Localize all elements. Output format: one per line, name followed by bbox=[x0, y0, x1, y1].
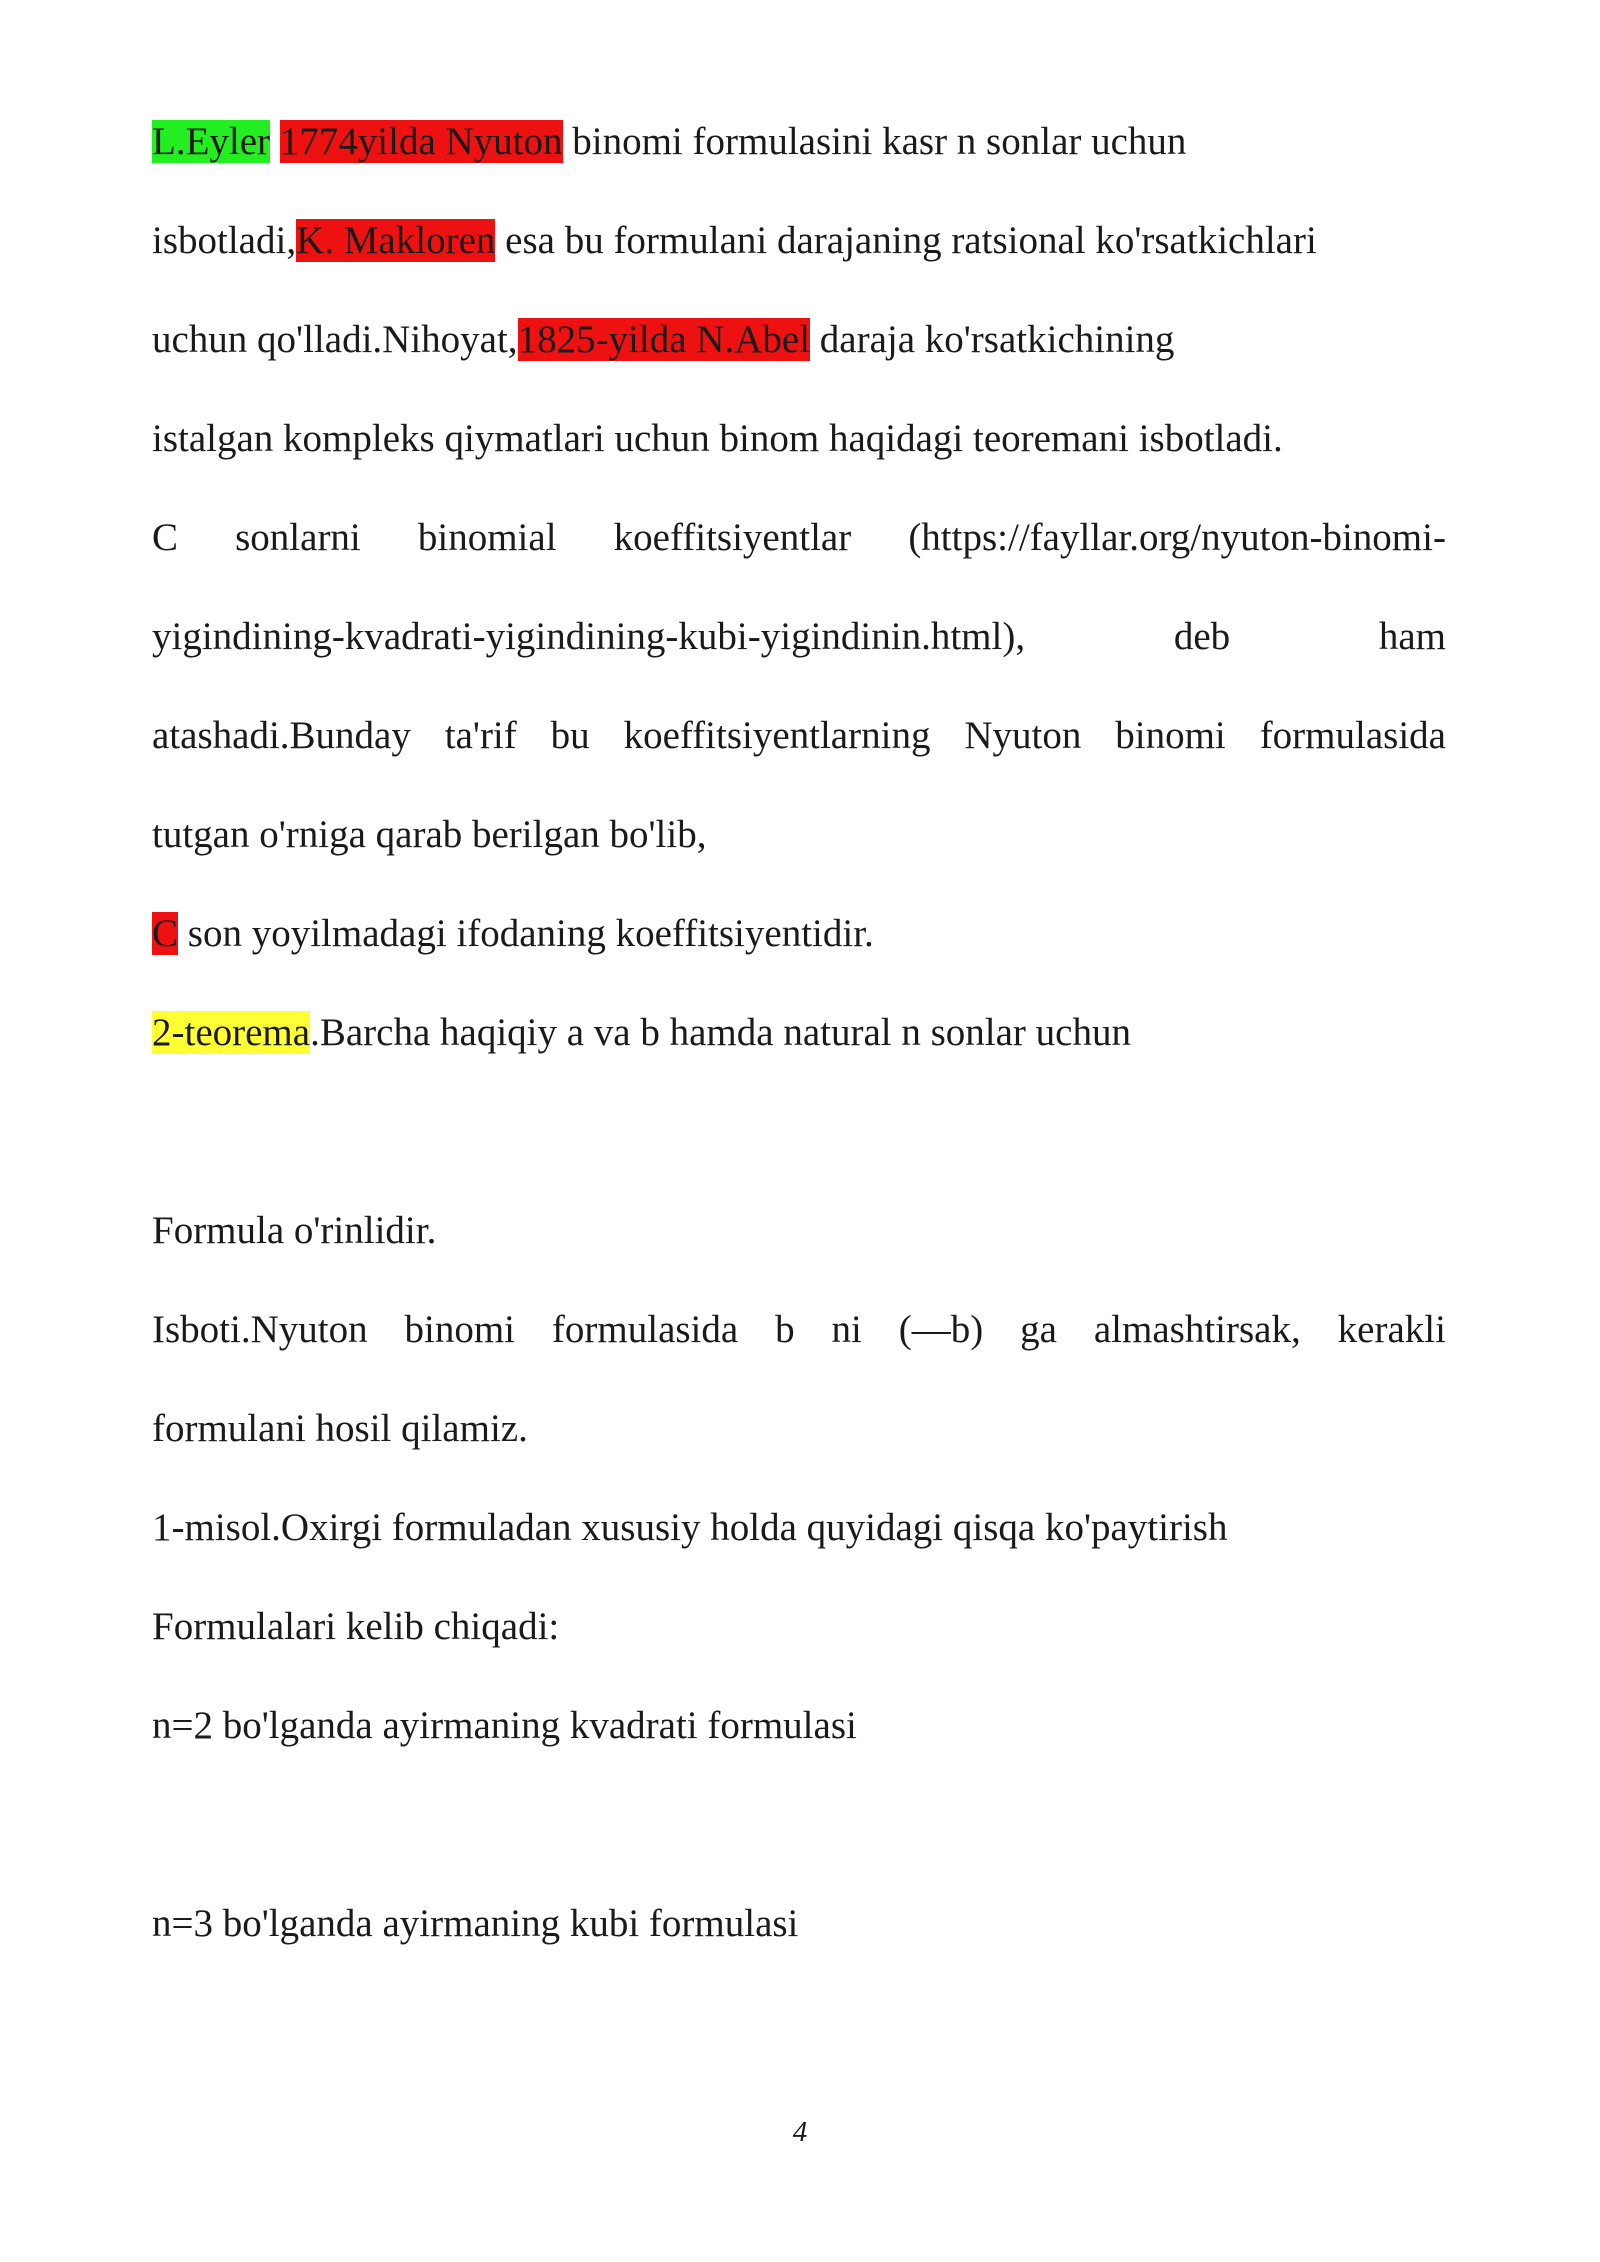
theorem-line bbox=[152, 1007, 1446, 1059]
word: binomi bbox=[404, 1308, 516, 1351]
text-segment: .Barcha haqiqiy a va b hamda natural n sonlar uchun bbox=[310, 1011, 1131, 1054]
word: koeffitsiyentlarning bbox=[623, 714, 931, 757]
word: almashtirsak, bbox=[1093, 1308, 1301, 1351]
word: (—b) bbox=[898, 1308, 984, 1351]
word: ni bbox=[831, 1308, 862, 1351]
text-line-9 bbox=[152, 908, 1446, 960]
word: b bbox=[775, 1308, 795, 1351]
text-segment: son yoyilmadagi ifodaning koeffitsiyentidir. bbox=[178, 912, 874, 955]
proof-line-2: formulani hosil qilamiz. bbox=[152, 1407, 528, 1450]
word: ga bbox=[1020, 1308, 1057, 1351]
word: Nyuton bbox=[964, 714, 1082, 757]
word: Isboti.Nyuton bbox=[152, 1308, 368, 1351]
text-segment: isbotladi, bbox=[152, 219, 297, 262]
word: (https://fayllar.org/nyuton-binomi- bbox=[908, 516, 1446, 559]
word: binomi bbox=[1115, 714, 1226, 757]
highlight-newton-1774: 1774yilda Nyuton bbox=[279, 120, 563, 163]
text-line-7 bbox=[152, 710, 1446, 762]
highlight-theorem: 2-teorema bbox=[152, 1011, 311, 1054]
text-line-3 bbox=[152, 314, 1446, 366]
word: kerakli bbox=[1337, 1308, 1446, 1351]
word: sonlarni bbox=[235, 516, 361, 559]
page-number: 4 bbox=[792, 2116, 808, 2148]
word: formulasida bbox=[1259, 714, 1446, 757]
highlight-c: C bbox=[152, 912, 179, 955]
example-line-1: 1-misol.Oxirgi formuladan xususiy holda quyidagi qisqa ko'paytirish bbox=[152, 1506, 1228, 1549]
word: bu bbox=[550, 714, 590, 757]
text-segment: binomi formulasini kasr n sonlar uchun bbox=[562, 120, 1187, 163]
text-segment: esa bu formulani darajaning ratsional ko'rsatkichlari bbox=[495, 219, 1317, 262]
text-line-6 bbox=[152, 611, 1446, 663]
text-line-1 bbox=[152, 116, 1446, 168]
example-n2-line: n=2 bo'lganda ayirmaning kvadrati formulasi bbox=[152, 1704, 857, 1747]
word: binomial bbox=[417, 516, 557, 559]
word: ham bbox=[1378, 615, 1446, 658]
word: atashadi.Bunday bbox=[152, 714, 411, 757]
example-line-2: Formulalari kelib chiqadi: bbox=[152, 1605, 560, 1648]
text-line-4: istalgan kompleks qiymatlari uchun binom haqidagi teoremani isbotladi. bbox=[152, 417, 1283, 460]
text-segment: uchun qo'lladi.Nihoyat, bbox=[152, 318, 518, 361]
highlight-euler: L.Eyler bbox=[152, 120, 271, 163]
proof-line-1 bbox=[152, 1304, 1446, 1356]
word: koeffitsiyentlar bbox=[613, 516, 852, 559]
text-segment: daraja ko'rsatkichining bbox=[810, 318, 1175, 361]
word: yigindining-kvadrati-yigindining-kubi-yigindinin.html), bbox=[152, 615, 1026, 658]
text-line-2 bbox=[152, 215, 1446, 267]
text-gap bbox=[270, 120, 280, 163]
word: deb bbox=[1173, 615, 1231, 658]
formula-valid-line: Formula o'rinlidir. bbox=[152, 1209, 437, 1252]
example-n3-line: n=3 bo'lganda ayirmaning kubi formulasi bbox=[152, 1902, 799, 1945]
word: C bbox=[152, 516, 179, 559]
highlight-maclaurin: K. Makloren bbox=[296, 219, 496, 262]
highlight-abel-1825: 1825-yilda N.Abel bbox=[517, 318, 811, 361]
text-line-5 bbox=[152, 512, 1446, 564]
text-line-8: tutgan o'rniga qarab berilgan bo'lib, bbox=[152, 813, 707, 856]
word: formulasida bbox=[551, 1308, 739, 1351]
word: ta'rif bbox=[444, 714, 517, 757]
